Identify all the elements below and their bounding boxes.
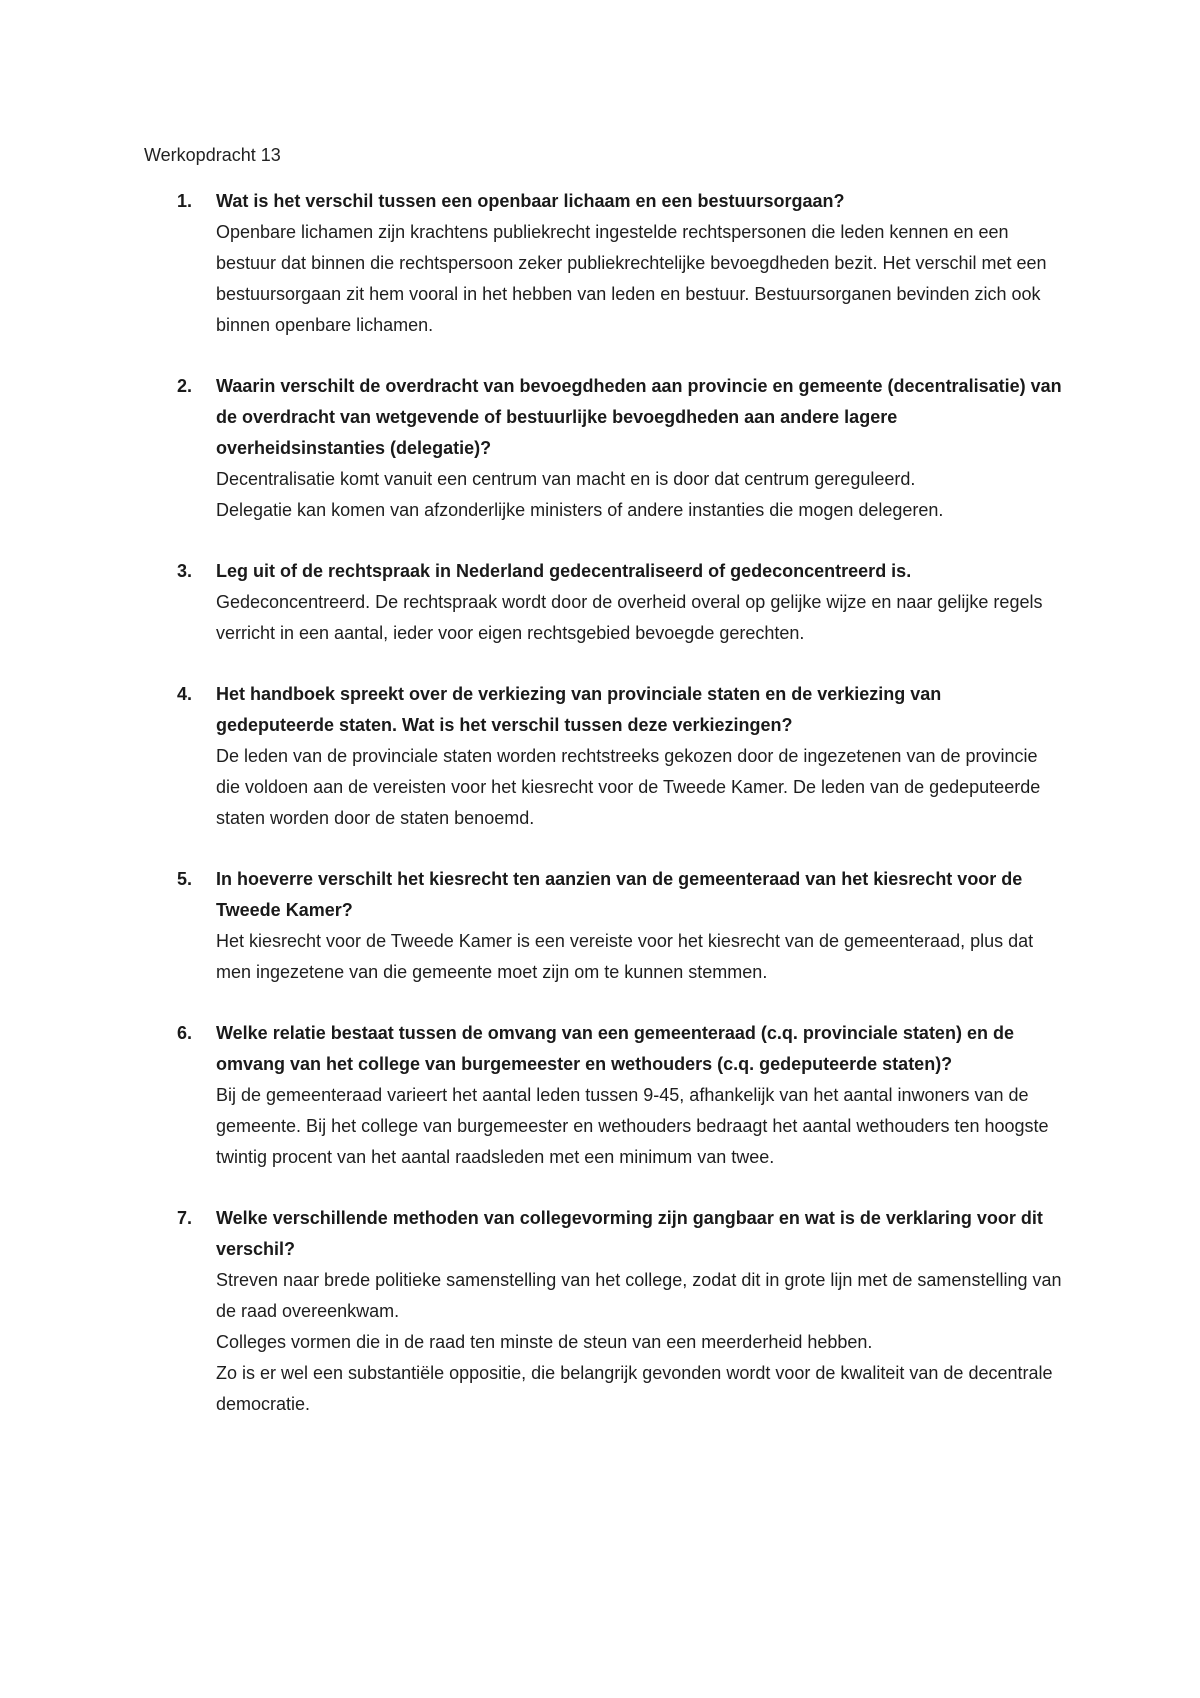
question-number: 4. (177, 684, 193, 704)
answer-text: De leden van de provinciale staten worden rechtstreeks gekozen door de ingezetenen van de provincie die voldoen aan de vereisten voor het kiesrecht voor de Tweede Kamer. De leden van de gedeputeerde staten worden door de staten benoemd. (216, 746, 1041, 828)
question-text: Wat is het verschil tussen een openbaar lichaam en een bestuursorgaan? (216, 191, 845, 211)
question-list (144, 186, 1064, 1420)
answer-text: Openbare lichamen zijn krachtens publiekrecht ingestelde rechtspersonen die leden kennen en een bestuur dat binnen die rechtspersoon zeker publiekrechtelijke bevoegdheden bezit. Het verschil met een bestuursorgaan zit hem vooral in het hebben van leden en bestuur. Bestuursorganen bevinden zich ook binnen openbare lichamen. (216, 222, 1047, 335)
answer-text: Zo is er wel een substantiële oppositie, die belangrijk gevonden wordt voor de kwaliteit van de decentrale democratie. (216, 1363, 1053, 1414)
question-item-3 (144, 556, 1064, 649)
question-number: 3. (177, 561, 193, 581)
question-number: 5. (177, 869, 193, 889)
answer-text: Gedeconcentreerd. De rechtspraak wordt door de overheid overal op gelijke wijze en naar gelijke regels verricht in een aantal, ieder voor eigen rechtsgebied bevoegde gerechten. (216, 592, 1043, 643)
document-title: Werkopdracht 13 (144, 145, 281, 165)
question-text: Leg uit of de rechtspraak in Nederland gedecentraliseerd of gedeconcentreerd is. (216, 561, 912, 581)
answer-text: Bij de gemeenteraad varieert het aantal leden tussen 9-45, afhankelijk van het aantal inwoners van de gemeente. Bij het college van burgemeester en wethouders bedraagt het aantal wethouders ten hoogste twintig procent van het aantal raadsleden met een minimum van twee. (216, 1085, 1049, 1167)
question-text: Welke relatie bestaat tussen de omvang van een gemeenteraad (c.q. provinciale staten) en de omvang van het college van burgemeester en wethouders (c.q. gedeputeerde staten)? (216, 1023, 1014, 1074)
question-item-7 (144, 1203, 1064, 1420)
question-text: Waarin verschilt de overdracht van bevoegdheden aan provincie en gemeente (decentralisatie) van de overdracht van wetgevende of bestuurlijke bevoegdheden aan andere lagere overheidsinstanties (delegatie)? (216, 376, 1062, 458)
question-number: 1. (177, 191, 193, 211)
question-text: In hoeverre verschilt het kiesrecht ten aanzien van de gemeenteraad van het kiesrecht voor de Tweede Kamer? (216, 869, 1023, 920)
question-number: 7. (177, 1208, 193, 1228)
question-text: Welke verschillende methoden van collegevorming zijn gangbaar en wat is de verklaring voor dit verschil? (216, 1208, 1043, 1259)
answer-text: Streven naar brede politieke samenstelling van het college, zodat dit in grote lijn met de samenstelling van de raad overeenkwam. (216, 1270, 1062, 1321)
document-page (144, 140, 1064, 1450)
answer-text: Decentralisatie komt vanuit een centrum van macht en is door dat centrum gereguleerd. (216, 469, 916, 489)
question-item-6 (144, 1018, 1064, 1173)
answer-text: Delegatie kan komen van afzonderlijke ministers of andere instanties die mogen delegeren. (216, 500, 944, 520)
question-item-4 (144, 679, 1064, 834)
question-text: Het handboek spreekt over de verkiezing van provinciale staten en de verkiezing van gedeputeerde staten. Wat is het verschil tussen deze verkiezingen? (216, 684, 942, 735)
question-item-2 (144, 371, 1064, 526)
answer-text: Het kiesrecht voor de Tweede Kamer is een vereiste voor het kiesrecht van de gemeenteraad, plus dat men ingezetene van die gemeente moet zijn om te kunnen stemmen. (216, 931, 1034, 982)
question-number: 6. (177, 1023, 193, 1043)
question-number: 2. (177, 376, 193, 396)
question-item-1 (144, 186, 1064, 341)
question-item-5 (144, 864, 1064, 988)
answer-text: Colleges vormen die in de raad ten minste de steun van een meerderheid hebben. (216, 1332, 873, 1352)
